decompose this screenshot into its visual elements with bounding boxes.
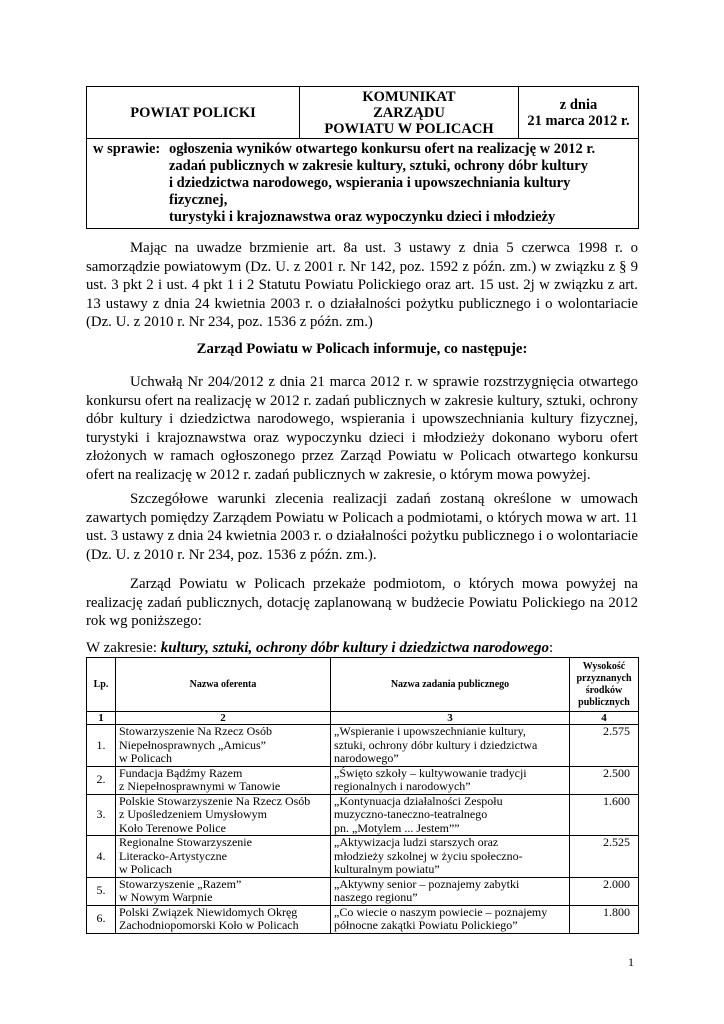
table-row — [87, 877, 639, 905]
offeror-line: Fundacja Bądźmy Razem — [119, 765, 243, 780]
title-line: ZARZĄDU — [373, 104, 445, 121]
date-line: 21 marca 2012 r. — [527, 112, 630, 129]
task-line: narodowego” — [334, 751, 399, 765]
task-line: północne zakątki Powiatu Polickiego” — [334, 918, 518, 932]
task-cell — [331, 905, 570, 933]
amount-cell: 2.575 — [570, 725, 639, 767]
task-line: kulturalnym powiatu” — [334, 862, 440, 876]
grant-rows — [87, 725, 639, 934]
header-table — [86, 86, 639, 229]
subject-box — [87, 139, 639, 229]
offeror-line: w Policach — [119, 862, 172, 876]
offeror-line: z Upośledzeniem Umysłowym — [119, 807, 267, 821]
row-number: 2. — [87, 766, 116, 794]
task-line: sztuki, ochrony dóbr kultury i dziedzictwa — [334, 737, 538, 752]
offeror-line: Polski Związek Niewidomych Okręg — [119, 904, 298, 919]
scope-topic: kultury, sztuki, ochrony dóbr kultury i dziedzictwa narodowego — [160, 640, 549, 656]
col-header-task: Nazwa zadania publicznego — [331, 658, 570, 712]
table-row — [87, 794, 639, 836]
announcement-title — [300, 87, 519, 139]
scope-prefix: W zakresie: — [86, 640, 161, 656]
task-line: pn. „Motylem ... Jestem”” — [334, 820, 460, 835]
task-line: „Kontynuacja działalności Zespołu — [334, 793, 503, 808]
col-header-amount: Wysokość przyznanych środków publicznych — [570, 658, 639, 712]
col-number: 4 — [570, 712, 639, 725]
row-number: 3. — [87, 794, 116, 836]
task-cell — [331, 877, 570, 905]
task-line: „Wspieranie i upowszechnianie kultury, — [334, 724, 526, 738]
section-heading: Zarząd Powiatu w Policach informuje, co następuje: — [196, 341, 528, 357]
page-number: 1 — [628, 955, 634, 969]
offeror-line: Polskie Stowarzyszenie Na Rzecz Osób — [119, 793, 311, 808]
scope-suffix: : — [548, 640, 554, 656]
offeror-line: z Niepełnosprawnymi w Tanowie — [119, 779, 281, 793]
county-name: POWIAT POLICKI — [87, 87, 300, 139]
legal-basis-paragraph: Mając na uwadze brzmienie art. 8a ust. 3 ustawy z dnia 5 czerwca 1998 r. o samorządzie powiatowym (Dz. U. z 2001 r. Nr 142, poz. 1592 z późn. zm.) w związku z § 9 ust. 3 pkt 2 i ust. 4 pkt 1 i 2 Statutu Powiatu Polickiego oraz art. 15 ust. 2j w związku z art. 13 ustawy z dnia 24 kwietnia 2003 r. o działalności pożytku publicznego i o wolontariacie (Dz. U. z 2010 r. Nr 234, poz. 1536 z późn. zm.) — [86, 240, 638, 330]
offeror-cell — [116, 766, 331, 794]
task-cell — [331, 725, 570, 767]
row-number: 5. — [87, 877, 116, 905]
amount-cell: 2.500 — [570, 766, 639, 794]
conditions-paragraph: Szczegółowe warunki zlecenia realizacji zadań zostaną określone w umowach zawartych pomiędzy Zarządem Powiatu w Policach a podmiotami, o których mowa w art. 11 ust. 3 ustawy z dnia 24 kwietnia 2003 r. o działalności pożytku publicznego i o wolontariacie (Dz. U. z 2010 r. Nr 234, poz. 1536 z późn. zm.). — [86, 491, 638, 563]
offeror-line: Stowarzyszenie Na Rzecz Osób — [119, 724, 272, 738]
col-number: 2 — [116, 712, 331, 725]
offeror-cell — [116, 836, 331, 878]
task-line: „Aktywny senior – poznajemy zabytki — [334, 876, 520, 891]
subject-line: zadań publicznych w zakresie kultury, sztuki, ochrony dóbr kultury — [169, 158, 588, 174]
subject-text — [169, 141, 632, 226]
offeror-line: w Nowym Warpnie — [119, 890, 213, 904]
col-header-lp: Lp. — [87, 658, 116, 712]
task-line: „Co wiecie o naszym powiecie – poznajemy — [334, 904, 548, 919]
table-row — [87, 766, 639, 794]
task-line: „Aktywizacja ludzi starszych oraz — [334, 835, 499, 849]
task-line: muzyczno-taneczno-teatralnego — [334, 807, 488, 821]
row-number: 1. — [87, 725, 116, 767]
offeror-line: Stowarzyszenie „Razem” — [119, 876, 242, 891]
col-number: 3 — [331, 712, 570, 725]
offeror-cell — [116, 725, 331, 767]
offeror-line: Literacko-Artystyczne — [119, 848, 227, 863]
resolution-paragraph: Uchwałą Nr 204/2012 z dnia 21 marca 2012 r. w sprawie rozstrzygnięcia otwartego konkursu ofert na realizację w 2012 r. zadań publicznych w zakresie kultury, sztuki, ochrony dóbr kultury i dziedzictwa narodowego, wspierania i upowszechniania kultury fizycznej, turystyki i krajoznawstwa oraz wypoczynku dzieci i młodzieży dokonano wyboru ofert złożonych w ramach ogłoszonego przez Zarząd Powiatu w Policach otwartego konkursu ofert na realizację w 2012 r. zadań publicznych w zakresie, o którym mowa powyżej. — [86, 374, 638, 483]
row-number: 6. — [87, 905, 116, 933]
subject-line: i dziedzictwa narodowego, wspierania i upowszechniania kultury fizycznej, — [169, 175, 571, 208]
scope-line — [86, 640, 553, 657]
table-row — [87, 905, 639, 933]
offeror-line: Niepełnosprawnych „Amicus” — [119, 737, 266, 752]
title-line: KOMUNIKAT — [362, 88, 456, 105]
task-line: młodzieży szkolnej w życiu społeczno- — [334, 848, 523, 863]
task-line: regionalnych i narodowych” — [334, 779, 471, 793]
amount-cell: 1.600 — [570, 794, 639, 836]
row-number: 4. — [87, 836, 116, 878]
offeror-line: w Policach — [119, 751, 172, 765]
task-cell — [331, 766, 570, 794]
col-number: 1 — [87, 712, 116, 725]
offeror-cell — [116, 905, 331, 933]
col-header-offeror: Nazwa oferenta — [116, 658, 331, 712]
table-row — [87, 836, 639, 878]
offeror-cell — [116, 794, 331, 836]
offeror-cell — [116, 877, 331, 905]
grants-table — [86, 657, 639, 934]
offeror-line: Regionalne Stowarzyszenie — [119, 835, 252, 849]
funding-paragraph: Zarząd Powiatu w Policach przekaże podmiotom, o których mowa powyżej na realizację zadań publicznych, dotację zaplanowaną w budżecie Powiatu Polickiego na 2012 rok wg poniższego: — [86, 576, 638, 629]
table-row — [87, 725, 639, 767]
offeror-line: Koło Terenowe Police — [119, 820, 226, 835]
amount-cell: 2.000 — [570, 877, 639, 905]
offeror-line: Zachodniopomorski Koło w Policach — [119, 918, 299, 932]
subject-line: turystyki i krajoznawstwa oraz wypoczynku dzieci i młodzieży — [169, 209, 556, 225]
amount-cell: 1.800 — [570, 905, 639, 933]
subject-line: ogłoszenia wyników otwartego konkursu ofert na realizację w 2012 r. — [169, 141, 596, 157]
task-cell — [331, 794, 570, 836]
amount-cell: 2.525 — [570, 836, 639, 878]
task-cell — [331, 836, 570, 878]
subject-label: w sprawie: — [93, 141, 161, 157]
announcement-date — [519, 87, 639, 139]
title-line: POWIATU W POLICACH — [324, 120, 494, 137]
task-line: naszego regionu” — [334, 890, 418, 904]
date-line: z dnia — [559, 96, 598, 113]
task-line: „Święto szkoły – kultywowanie tradycji — [334, 765, 527, 780]
